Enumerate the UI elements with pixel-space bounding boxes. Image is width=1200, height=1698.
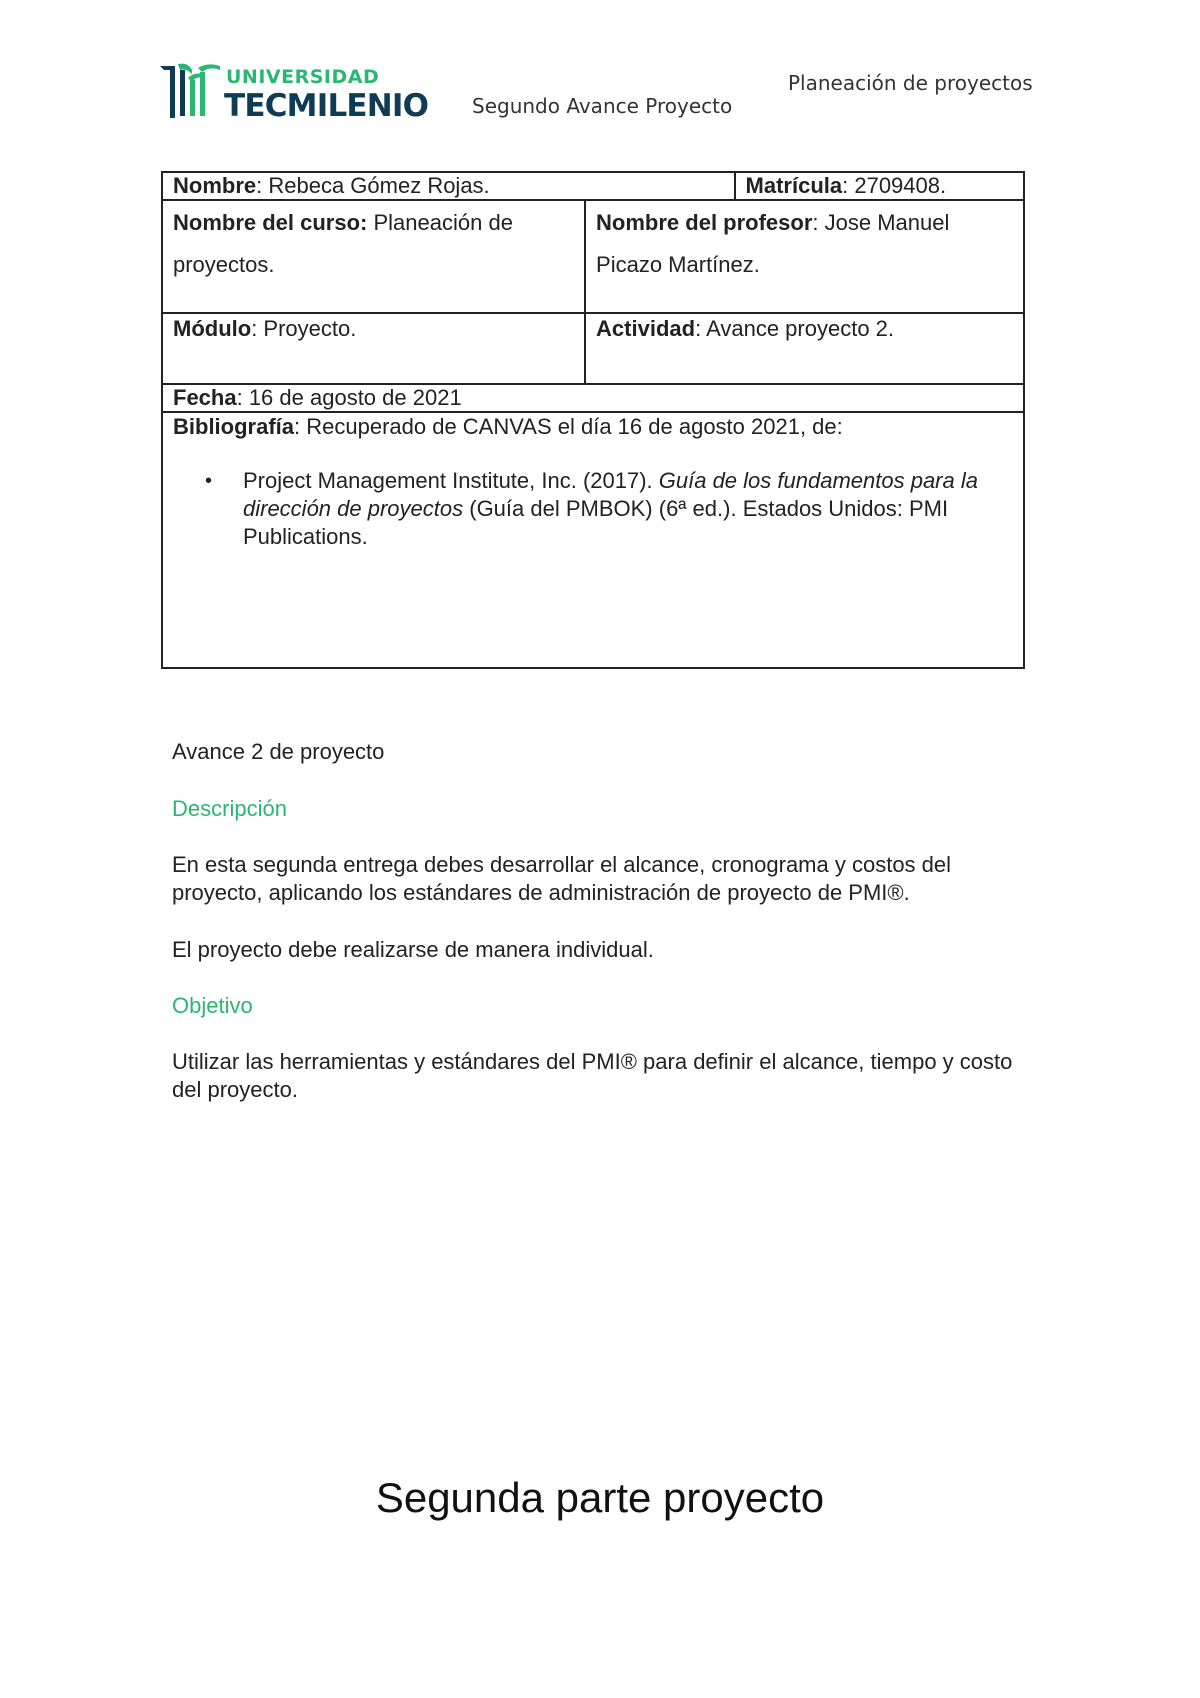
table-row [162, 172, 1024, 200]
reference-title: Guía de los fundamentos para la dirección de proyectos [243, 468, 978, 521]
modulo-value: : Proyecto. [251, 316, 357, 341]
subtitle: Avance 2 de proyecto [172, 739, 385, 764]
matricula-cell [735, 172, 1024, 200]
actividad-value: : Avance proyecto 2. [695, 316, 895, 341]
profesor-label: Nombre del profesor [596, 210, 813, 235]
student-info-table [161, 171, 1025, 669]
bibliography-list [173, 467, 1013, 551]
table-row [162, 313, 1024, 384]
profesor-cell [585, 200, 1024, 313]
bibliografia-cell [162, 412, 1024, 668]
actividad-cell [585, 313, 1024, 384]
curso-label: Nombre del curso: [173, 210, 368, 235]
profesor-value: : Jose Manuel Picazo Martínez. [596, 210, 950, 277]
nombre-value: : Rebeca Gómez Rojas. [256, 173, 490, 198]
header-document-title: Segundo Avance Proyecto [472, 94, 733, 118]
bibliografia-value: : Recuperado de CANVAS el día 16 de agosto 2021, de: [294, 414, 843, 439]
logo-emblem-icon [158, 60, 224, 122]
nombre-label: Nombre [173, 173, 257, 198]
nombre-cell [162, 172, 735, 200]
reference-details: (Guía del PMBOK) (6ª ed.). Estados Unidos: PMI Publications. [243, 496, 949, 549]
fecha-cell [162, 384, 1024, 412]
descripcion-heading: Descripción [172, 796, 287, 821]
curso-cell [162, 200, 585, 313]
modulo-label: Módulo [173, 316, 252, 341]
section-title: Segunda parte proyecto [375, 1474, 825, 1521]
curso-value: Planeación de proyectos. [173, 210, 513, 277]
university-logo [158, 60, 458, 126]
matricula-value: : 2709408. [842, 173, 947, 198]
table-row [162, 200, 1024, 313]
bibliografia-label: Bibliografía [173, 414, 295, 439]
individual-paragraph: El proyecto debe realizarse de manera individual. [172, 937, 654, 962]
table-row [162, 412, 1024, 668]
matricula-label: Matrícula [745, 173, 843, 198]
logo-university-text: UNIVERSIDAD [226, 66, 380, 88]
modulo-cell [162, 313, 585, 384]
objetivo-heading: Objetivo [172, 993, 253, 1018]
header-course-name: Planeación de proyectos [788, 71, 1033, 95]
list-item [205, 467, 1013, 551]
fecha-value: : 16 de agosto de 2021 [236, 385, 462, 410]
objetivo-paragraph: Utilizar las herramientas y estándares del PMI® para definir el alcance, tiempo y costo del proyecto. [172, 1049, 1013, 1102]
reference-author: Project Management Institute, Inc. (2017). [243, 468, 659, 493]
logo-tecmilenio-text: TECMILENIO [224, 88, 429, 124]
bullet-icon: • [205, 470, 213, 492]
table-row [162, 384, 1024, 412]
fecha-label: Fecha [173, 385, 237, 410]
actividad-label: Actividad [596, 316, 696, 341]
descripcion-paragraph: En esta segunda entrega debes desarrollar el alcance, cronograma y costos del proyecto, aplicando los estándares de administración de proyecto de PMI®. [172, 852, 952, 905]
